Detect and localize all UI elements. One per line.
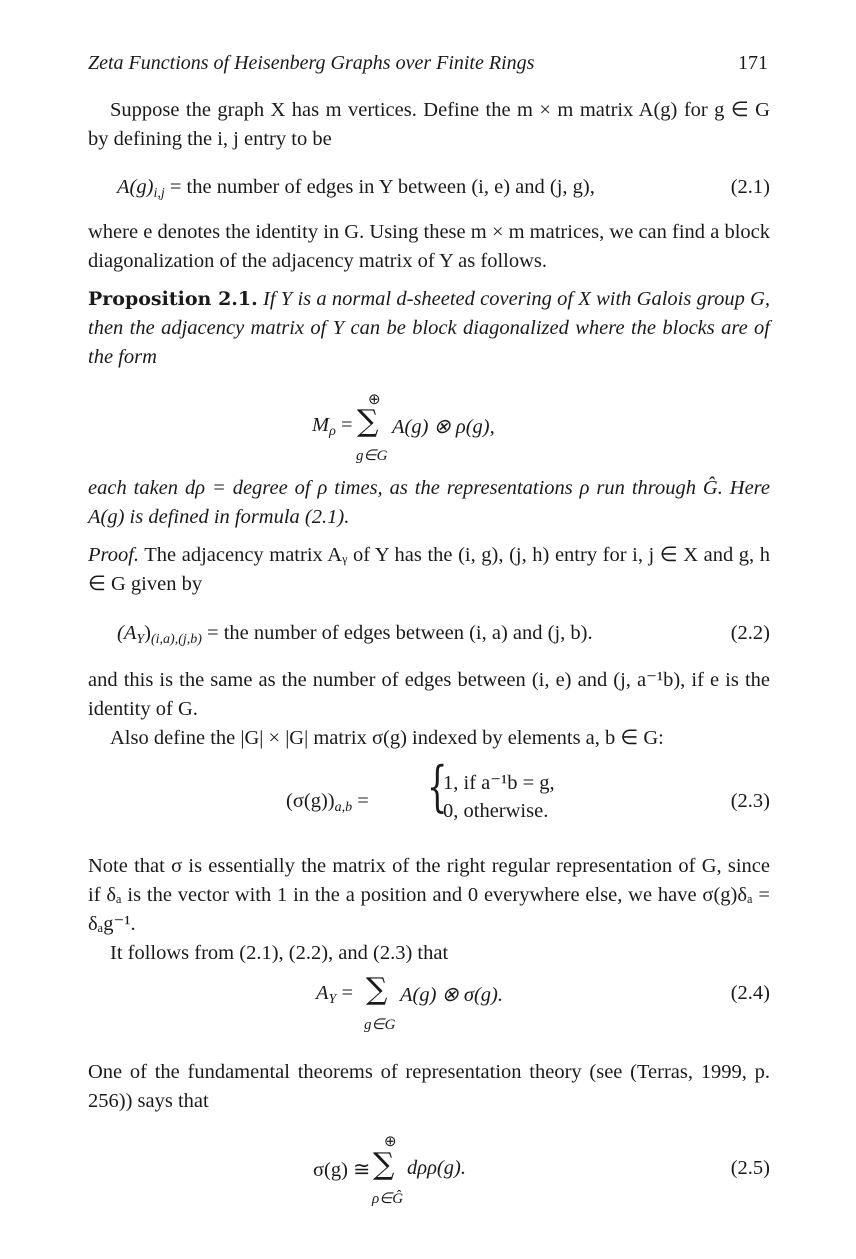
eq23-case1: 1, if a⁻¹b = g,	[443, 772, 555, 794]
eq22-lhs-sub2: (i,a),(j,b)	[150, 632, 202, 647]
paragraph-intro: Suppose the graph X has m vertices. Define the m × m matrix A(g) for g ∈ G by defining the i, j entry to be	[88, 99, 770, 150]
paragraph-sigma-def: Also define the |G| × |G| matrix σ(g) indexed by elements a, b ∈ G:	[110, 727, 664, 749]
eq25-under: ρ∈Ĝ	[372, 1191, 404, 1207]
eqM-under: g∈G	[356, 448, 388, 464]
eqM-lhs-sub: ρ	[329, 424, 336, 439]
eq21-number: (2.1)	[730, 176, 770, 198]
eq25-oplus: ⊕	[384, 1134, 397, 1150]
proposition-text: If Y is a normal d-sheeted covering of X with Galois group G, then the adjacency matrix of Y can be block diagonalized where the blocks are of the form	[88, 288, 771, 368]
summation-symbol: ∑	[373, 1147, 395, 1182]
eq23-lhs: (σ(g))	[286, 790, 335, 812]
eq22-lhs-close: )	[144, 622, 151, 644]
running-header	[88, 52, 768, 82]
eq23-number: (2.3)	[730, 790, 770, 812]
eq24-eq: =	[341, 982, 354, 1004]
paragraph-identity: where e denotes the identity in G. Using these m × m matrices, we can find a block diagonalization of the adjacency matrix of Y as follows.	[88, 221, 770, 272]
eqM-oplus: ⊕	[368, 392, 381, 408]
eq24-lhs-sub: Y	[328, 992, 337, 1007]
eqM-lhs: M	[312, 414, 330, 436]
paragraph-regular-rep: Note that σ is essentially the matrix of the right regular representation of G, since if δₐ is the vector with 1 in the a position and 0 everywhere else, we have σ(g)δₐ = δₐg⁻¹.	[88, 855, 770, 935]
eq25-number: (2.5)	[730, 1157, 770, 1179]
eqM-eq: =	[340, 414, 353, 436]
running-title: Zeta Functions of Heisenberg Graphs over Finite Rings	[88, 52, 535, 74]
eq25-lhs: σ(g) ≅	[313, 1159, 371, 1181]
eq23-lhs-sub: a,b	[334, 800, 353, 815]
eq22-rhs: = the number of edges between (i, a) and (j, b).	[207, 622, 593, 644]
proof-paragraph	[88, 541, 770, 599]
proposition-tail: each taken dρ = degree of ρ times, as the representations ρ run through Ĝ. Here A(g) is defined in formula (2.1).	[88, 477, 770, 528]
eq25-body: dρρ(g).	[407, 1157, 466, 1179]
eq21-lhs: A(g)	[117, 176, 154, 198]
summation-symbol: ∑	[357, 404, 379, 439]
proof-label: Proof.	[88, 544, 140, 566]
eq21-sub: i,j	[153, 186, 165, 201]
eq24-number: (2.4)	[730, 982, 770, 1004]
eq22-lhs-sub: Y	[136, 632, 145, 647]
summation-symbol: ∑	[366, 972, 388, 1007]
eq21-rhs: = the number of edges in Y between (i, e) and (j, g),	[169, 176, 595, 198]
paragraph-it-follows: It follows from (2.1), (2.2), and (2.3) that	[110, 942, 449, 964]
eq23-eqsign: =	[357, 790, 369, 812]
proposition-2-1	[88, 285, 770, 372]
eq22-number: (2.2)	[730, 622, 770, 644]
eq24-under: g∈G	[364, 1017, 396, 1033]
eq22-lhs: (A	[117, 622, 137, 644]
eq24-lhs: A	[316, 982, 329, 1004]
eq24-body: A(g) ⊗ σ(g).	[400, 984, 503, 1006]
eqM-body: A(g) ⊗ ρ(g),	[392, 416, 495, 438]
page-number: 171	[738, 52, 768, 74]
proposition-label: Proposition 2.1.	[88, 288, 258, 310]
cases-brace: {	[426, 755, 448, 818]
proof-text: The adjacency matrix Aᵧ of Y has the (i, g), (j, h) entry for i, j ∈ X and g, h ∈ G given by	[88, 544, 770, 595]
paragraph-fundamental-theorem: One of the fundamental theorems of representation theory (see (Terras, 1999, p. 256)) says that	[88, 1061, 770, 1112]
paragraph-same-as: and this is the same as the number of edges between (i, e) and (j, a⁻¹b), if e is the identity of G.	[88, 669, 770, 720]
eq23-case2: 0, otherwise.	[443, 800, 549, 822]
